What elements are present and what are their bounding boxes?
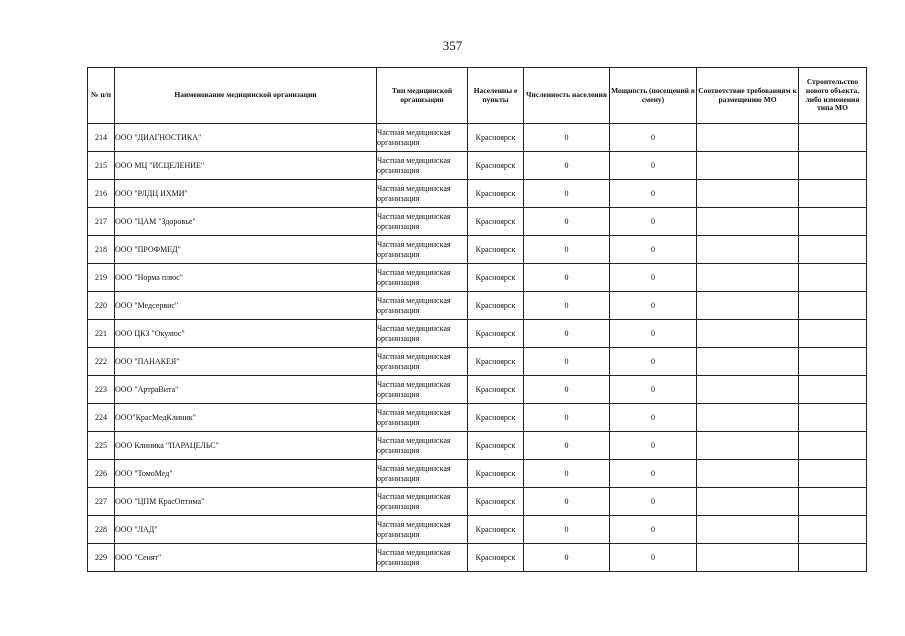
cell-row-number: 222 <box>88 348 115 376</box>
cell-organization-name: ООО "ПРОФМЕД" <box>115 236 377 264</box>
table-row <box>88 124 867 152</box>
cell-organization-type: Частная медицинская организация <box>377 460 468 488</box>
cell-organization-name: ООО"КрасМедКлиник" <box>115 404 377 432</box>
cell-organization-type: Частная медицинская организация <box>377 124 468 152</box>
table-row <box>88 152 867 180</box>
cell-organization-name: ООО Клиника "ПАРАЦЕЛЬС" <box>115 432 377 460</box>
cell-compliance <box>697 348 799 376</box>
cell-population: 0 <box>524 432 610 460</box>
cell-organization-type: Частная медицинская организация <box>377 376 468 404</box>
cell-construction <box>799 208 867 236</box>
cell-compliance <box>697 152 799 180</box>
cell-row-number: 218 <box>88 236 115 264</box>
cell-organization-name: ООО "ДИАГНОСТИКА" <box>115 124 377 152</box>
cell-capacity: 0 <box>610 320 697 348</box>
cell-row-number: 229 <box>88 544 115 572</box>
cell-population: 0 <box>524 152 610 180</box>
cell-settlement: Красноярск <box>468 264 524 292</box>
cell-capacity: 0 <box>610 432 697 460</box>
cell-capacity: 0 <box>610 236 697 264</box>
cell-capacity: 0 <box>610 544 697 572</box>
cell-row-number: 224 <box>88 404 115 432</box>
cell-row-number: 215 <box>88 152 115 180</box>
cell-construction <box>799 124 867 152</box>
cell-row-number: 223 <box>88 376 115 404</box>
cell-construction <box>799 488 867 516</box>
cell-construction <box>799 432 867 460</box>
cell-organization-name: ООО "ЦПМ КрасОптима" <box>115 488 377 516</box>
cell-organization-type: Частная медицинская организация <box>377 236 468 264</box>
cell-construction <box>799 348 867 376</box>
cell-capacity: 0 <box>610 264 697 292</box>
table-row <box>88 348 867 376</box>
cell-population: 0 <box>524 180 610 208</box>
cell-population: 0 <box>524 488 610 516</box>
column-header-settlement: Населенны е пункты <box>468 68 524 124</box>
cell-compliance <box>697 404 799 432</box>
cell-capacity: 0 <box>610 516 697 544</box>
cell-row-number: 225 <box>88 432 115 460</box>
cell-row-number: 220 <box>88 292 115 320</box>
cell-population: 0 <box>524 348 610 376</box>
cell-population: 0 <box>524 292 610 320</box>
cell-compliance <box>697 516 799 544</box>
cell-row-number: 221 <box>88 320 115 348</box>
cell-compliance <box>697 432 799 460</box>
cell-construction <box>799 264 867 292</box>
table-row <box>88 460 867 488</box>
cell-organization-type: Частная медицинская организация <box>377 516 468 544</box>
cell-compliance <box>697 208 799 236</box>
cell-compliance <box>697 180 799 208</box>
cell-settlement: Красноярск <box>468 292 524 320</box>
cell-capacity: 0 <box>610 292 697 320</box>
page-number: 357 <box>442 38 463 53</box>
cell-settlement: Красноярск <box>468 236 524 264</box>
cell-settlement: Красноярск <box>468 180 524 208</box>
table-row <box>88 264 867 292</box>
cell-row-number: 214 <box>88 124 115 152</box>
medical-organizations-table <box>87 67 867 572</box>
cell-organization-type: Частная медицинская организация <box>377 180 468 208</box>
column-header-capacity: Мощность (посещений в смену) <box>610 68 697 124</box>
column-header-number: № п/п <box>88 68 115 124</box>
cell-compliance <box>697 292 799 320</box>
cell-population: 0 <box>524 376 610 404</box>
cell-settlement: Красноярск <box>468 320 524 348</box>
table-row <box>88 320 867 348</box>
column-header-name: Наименование медицинской организации <box>115 68 377 124</box>
column-header-population: Численность населения <box>524 68 610 124</box>
cell-capacity: 0 <box>610 376 697 404</box>
cell-organization-type: Частная медицинская организация <box>377 544 468 572</box>
cell-construction <box>799 180 867 208</box>
cell-organization-type: Частная медицинская организация <box>377 208 468 236</box>
cell-organization-type: Частная медицинская организация <box>377 292 468 320</box>
cell-compliance <box>697 460 799 488</box>
column-header-type: Тип медицинской организации <box>377 68 468 124</box>
cell-row-number: 228 <box>88 516 115 544</box>
cell-organization-name: ООО "АртраВита" <box>115 376 377 404</box>
cell-organization-type: Частная медицинская организация <box>377 320 468 348</box>
cell-row-number: 217 <box>88 208 115 236</box>
cell-organization-name: ООО "РЛДЦ ИХМИ" <box>115 180 377 208</box>
table-row <box>88 516 867 544</box>
cell-organization-name: ООО МЦ "ИСЦЕЛЕНИЕ" <box>115 152 377 180</box>
cell-compliance <box>697 320 799 348</box>
cell-capacity: 0 <box>610 348 697 376</box>
cell-organization-type: Частная медицинская организация <box>377 404 468 432</box>
cell-population: 0 <box>524 516 610 544</box>
cell-capacity: 0 <box>610 460 697 488</box>
cell-capacity: 0 <box>610 152 697 180</box>
cell-organization-type: Частная медицинская организация <box>377 264 468 292</box>
cell-organization-name: ООО "Норма плюс" <box>115 264 377 292</box>
cell-settlement: Красноярск <box>468 460 524 488</box>
table-row <box>88 432 867 460</box>
cell-construction <box>799 292 867 320</box>
cell-organization-name: ООО "ЦАМ "Здоровье" <box>115 208 377 236</box>
cell-organization-name: ООО "Медсервис" <box>115 292 377 320</box>
cell-organization-type: Частная медицинская организация <box>377 488 468 516</box>
cell-settlement: Красноярск <box>468 544 524 572</box>
cell-population: 0 <box>524 208 610 236</box>
cell-capacity: 0 <box>610 488 697 516</box>
cell-compliance <box>697 544 799 572</box>
cell-organization-name: ООО ЦКЗ "Окулюс" <box>115 320 377 348</box>
cell-compliance <box>697 376 799 404</box>
cell-settlement: Красноярск <box>468 516 524 544</box>
cell-construction <box>799 460 867 488</box>
cell-capacity: 0 <box>610 404 697 432</box>
cell-settlement: Красноярск <box>468 488 524 516</box>
cell-population: 0 <box>524 124 610 152</box>
column-header-construction: Строительство нового объекта, либо изменения типа МО <box>799 68 867 124</box>
cell-compliance <box>697 124 799 152</box>
cell-organization-type: Частная медицинская организация <box>377 348 468 376</box>
cell-population: 0 <box>524 320 610 348</box>
cell-organization-type: Частная медицинская организация <box>377 432 468 460</box>
cell-organization-name: ООО "ПАНАКЕЯ" <box>115 348 377 376</box>
cell-population: 0 <box>524 404 610 432</box>
cell-settlement: Красноярск <box>468 376 524 404</box>
table-row <box>88 488 867 516</box>
cell-compliance <box>697 236 799 264</box>
cell-capacity: 0 <box>610 124 697 152</box>
cell-construction <box>799 516 867 544</box>
cell-settlement: Красноярск <box>468 348 524 376</box>
cell-row-number: 216 <box>88 180 115 208</box>
cell-settlement: Красноярск <box>468 152 524 180</box>
table-row <box>88 236 867 264</box>
cell-organization-type: Частная медицинская организация <box>377 152 468 180</box>
cell-organization-name: ООО "ТомоМед" <box>115 460 377 488</box>
cell-capacity: 0 <box>610 208 697 236</box>
cell-construction <box>799 544 867 572</box>
cell-construction <box>799 320 867 348</box>
cell-settlement: Красноярск <box>468 208 524 236</box>
cell-construction <box>799 152 867 180</box>
cell-row-number: 219 <box>88 264 115 292</box>
table-row <box>88 292 867 320</box>
table-row <box>88 376 867 404</box>
cell-organization-name: ООО "ЛАД" <box>115 516 377 544</box>
cell-capacity: 0 <box>610 180 697 208</box>
cell-row-number: 226 <box>88 460 115 488</box>
cell-compliance <box>697 488 799 516</box>
table-body <box>88 124 867 572</box>
cell-population: 0 <box>524 544 610 572</box>
cell-construction <box>799 404 867 432</box>
table-header-row <box>88 68 867 124</box>
cell-construction <box>799 236 867 264</box>
table-row <box>88 404 867 432</box>
cell-organization-name: ООО "Сенят" <box>115 544 377 572</box>
table-row <box>88 180 867 208</box>
cell-compliance <box>697 264 799 292</box>
table-row <box>88 208 867 236</box>
cell-row-number: 227 <box>88 488 115 516</box>
table-row <box>88 544 867 572</box>
cell-population: 0 <box>524 236 610 264</box>
column-header-compliance: Соответствие требованиям к размещению МО <box>697 68 799 124</box>
cell-settlement: Красноярск <box>468 432 524 460</box>
cell-construction <box>799 376 867 404</box>
cell-population: 0 <box>524 264 610 292</box>
cell-population: 0 <box>524 460 610 488</box>
cell-settlement: Красноярск <box>468 404 524 432</box>
cell-settlement: Красноярск <box>468 124 524 152</box>
